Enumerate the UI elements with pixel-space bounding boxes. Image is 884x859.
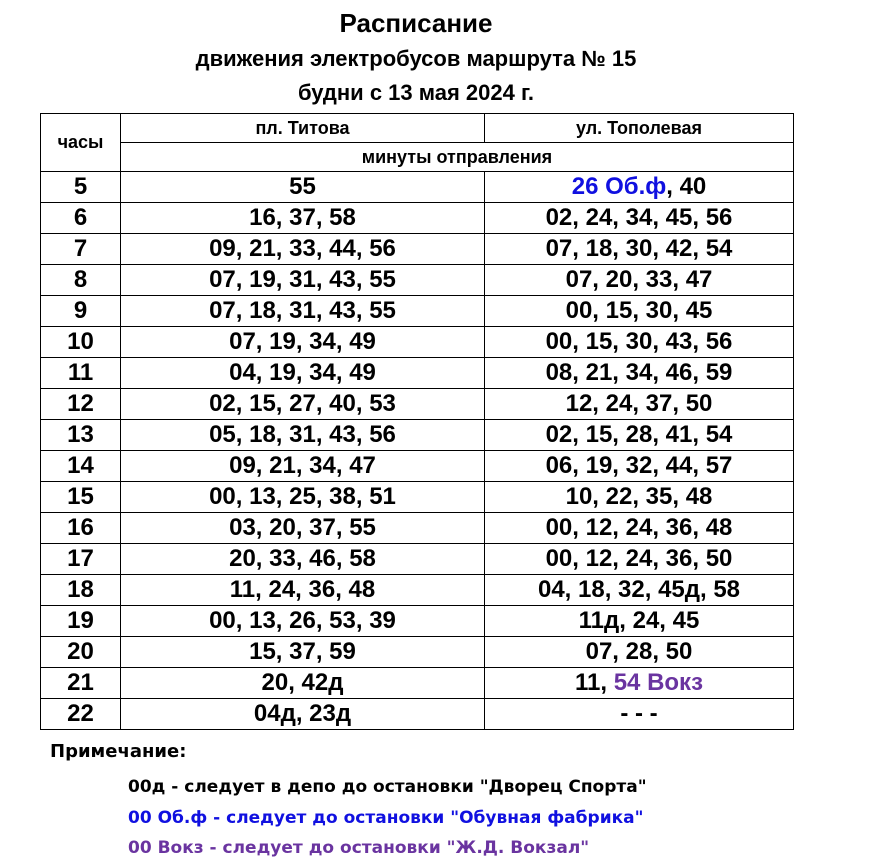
- railway-station-trip-minutes: 54 Вокз: [613, 669, 703, 696]
- hour-cell: 12: [41, 389, 121, 420]
- hour-cell: 5: [41, 172, 121, 203]
- stop-a-minutes-cell: 07, 19, 31, 43, 55: [121, 265, 485, 296]
- table-row: [41, 172, 794, 203]
- table-row: [41, 203, 794, 234]
- hour-cell: 7: [41, 234, 121, 265]
- hours-column-header: часы: [41, 114, 121, 172]
- hour-cell: 22: [41, 699, 121, 730]
- stop-b-minutes-cell: 08, 21, 34, 46, 59: [485, 358, 794, 389]
- notes-heading: Примечание:: [50, 741, 187, 762]
- table-row: [41, 420, 794, 451]
- stop-b-minutes-cell: 07, 20, 33, 47: [485, 265, 794, 296]
- table-row: [41, 544, 794, 575]
- minutes-subheader: минуты отправления: [121, 143, 794, 172]
- note-railway-station: 00 Вокз - следует до остановки "Ж.Д. Вокзал": [128, 838, 590, 858]
- stop-a-minutes-cell: 00, 13, 26, 53, 39: [121, 606, 485, 637]
- stop-a-minutes-cell: 09, 21, 33, 44, 56: [121, 234, 485, 265]
- stop-b-minutes-cell: [485, 172, 794, 203]
- stop-a-minutes-cell: 09, 21, 34, 47: [121, 451, 485, 482]
- stop-b-minutes-cell: 07, 28, 50: [485, 637, 794, 668]
- table-row: [41, 482, 794, 513]
- stop-a-minutes-cell: 07, 18, 31, 43, 55: [121, 296, 485, 327]
- hour-cell: 16: [41, 513, 121, 544]
- note-depot: 00д - следует в депо до остановки "Дворец Спорта": [128, 777, 647, 797]
- stop-a-minutes-cell: 05, 18, 31, 43, 56: [121, 420, 485, 451]
- hour-cell: 14: [41, 451, 121, 482]
- stop-b-minutes-cell: 11д, 24, 45: [485, 606, 794, 637]
- stop-b-minutes-cell: 00, 15, 30, 43, 56: [485, 327, 794, 358]
- stop-a-minutes-cell: 20, 33, 46, 58: [121, 544, 485, 575]
- schedule-subtitle-date: будни с 13 мая 2024 г.: [297, 80, 535, 105]
- table-row: [41, 296, 794, 327]
- schedule-title: Расписание: [339, 8, 493, 38]
- table-row: [41, 327, 794, 358]
- hour-cell: 21: [41, 668, 121, 699]
- minutes-text: 11,: [574, 669, 614, 696]
- hour-cell: 6: [41, 203, 121, 234]
- stop-a-minutes-cell: 04, 19, 34, 49: [121, 358, 485, 389]
- stop-b-minutes-cell: 06, 19, 32, 44, 57: [485, 451, 794, 482]
- table-row: [41, 668, 794, 699]
- stop-b-minutes-cell: 00, 15, 30, 45: [485, 296, 794, 327]
- stop-b-minutes-cell: 04, 18, 32, 45д, 58: [485, 575, 794, 606]
- hour-cell: 13: [41, 420, 121, 451]
- table-row: [41, 451, 794, 482]
- stop-b-minutes-cell: 02, 15, 28, 41, 54: [485, 420, 794, 451]
- stop-b-minutes-cell: [485, 668, 794, 699]
- table-row: [41, 389, 794, 420]
- schedule-subtitle-route: движения электробусов маршрута № 15: [195, 46, 637, 71]
- stop-b-minutes-cell: 07, 18, 30, 42, 54: [485, 234, 794, 265]
- note-shoe-factory: 00 Об.ф - следует до остановки "Обувная фабрика": [128, 808, 644, 828]
- stop-a-minutes-cell: 20, 42д: [121, 668, 485, 699]
- schedule-table: [40, 113, 794, 730]
- stop-b-minutes-cell: 10, 22, 35, 48: [485, 482, 794, 513]
- hour-cell: 10: [41, 327, 121, 358]
- stop-a-minutes-cell: 11, 24, 36, 48: [121, 575, 485, 606]
- stop-a-header: пл. Титова: [121, 114, 485, 143]
- stop-a-minutes-cell: 00, 13, 25, 38, 51: [121, 482, 485, 513]
- hour-cell: 15: [41, 482, 121, 513]
- hour-cell: 9: [41, 296, 121, 327]
- table-row: [41, 265, 794, 296]
- hour-cell: 18: [41, 575, 121, 606]
- stop-b-minutes-cell: - - -: [485, 699, 794, 730]
- table-row: [41, 606, 794, 637]
- stop-a-minutes-cell: 07, 19, 34, 49: [121, 327, 485, 358]
- hour-cell: 20: [41, 637, 121, 668]
- stop-b-header: ул. Тополевая: [485, 114, 794, 143]
- stop-a-minutes-cell: 55: [121, 172, 485, 203]
- stop-a-minutes-cell: 15, 37, 59: [121, 637, 485, 668]
- hour-cell: 8: [41, 265, 121, 296]
- table-row: [41, 699, 794, 730]
- hour-cell: 17: [41, 544, 121, 575]
- table-row: [41, 575, 794, 606]
- stop-a-minutes-cell: 03, 20, 37, 55: [121, 513, 485, 544]
- shoe-factory-trip-minutes: 26 Об.ф: [571, 173, 667, 200]
- table-row: [41, 358, 794, 389]
- hour-cell: 19: [41, 606, 121, 637]
- table-row: [41, 513, 794, 544]
- hour-cell: 11: [41, 358, 121, 389]
- minutes-text: , 40: [666, 173, 707, 200]
- stop-a-minutes-cell: 04д, 23д: [121, 699, 485, 730]
- stop-a-minutes-cell: 16, 37, 58: [121, 203, 485, 234]
- stop-b-minutes-cell: 02, 24, 34, 45, 56: [485, 203, 794, 234]
- table-row: [41, 637, 794, 668]
- table-row: [41, 234, 794, 265]
- stop-b-minutes-cell: 12, 24, 37, 50: [485, 389, 794, 420]
- stop-b-minutes-cell: 00, 12, 24, 36, 48: [485, 513, 794, 544]
- stop-b-minutes-cell: 00, 12, 24, 36, 50: [485, 544, 794, 575]
- stop-a-minutes-cell: 02, 15, 27, 40, 53: [121, 389, 485, 420]
